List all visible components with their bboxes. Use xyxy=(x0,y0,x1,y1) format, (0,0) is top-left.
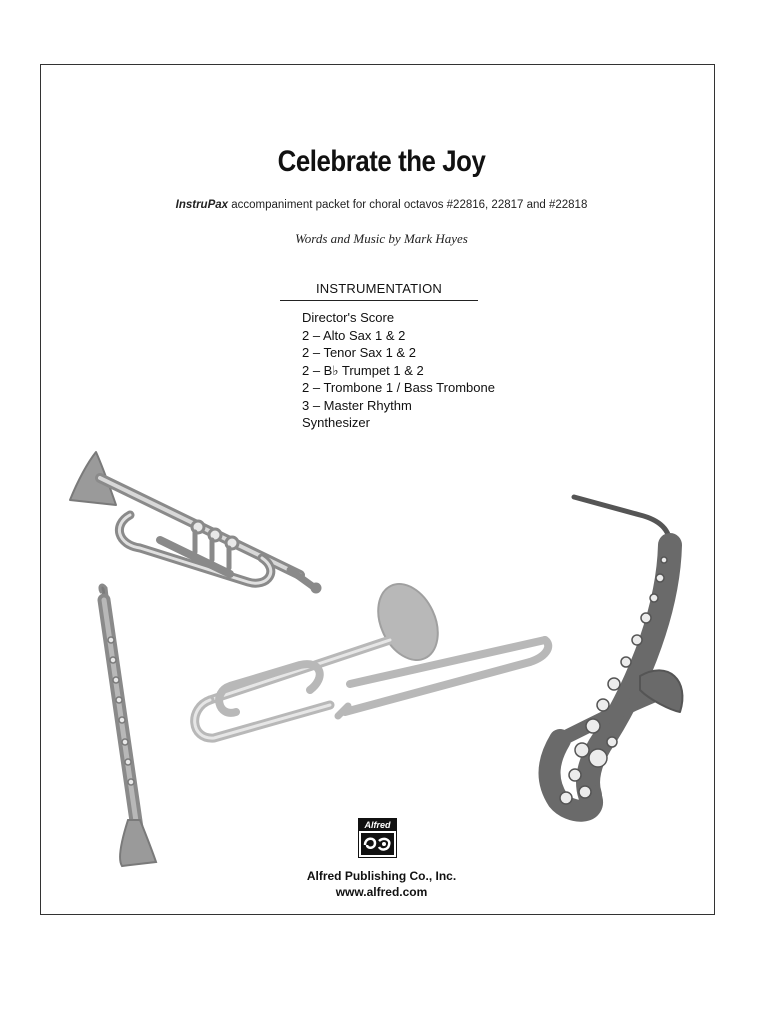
publisher-name: Alfred Publishing Co., Inc. xyxy=(306,869,457,883)
instrumentation-item: 2 – B♭ Trumpet 1 & 2 xyxy=(302,362,424,378)
publisher-logo xyxy=(358,818,397,858)
publisher-website: www.alfred.com xyxy=(335,885,428,899)
instrumentation-heading: INSTRUMENTATION xyxy=(280,281,478,301)
trumpet-icon xyxy=(70,452,321,593)
instrumentation-item: Synthesizer xyxy=(302,415,370,430)
saxophone-icon xyxy=(550,497,683,811)
logo-wordmark: Alfred xyxy=(359,819,396,831)
instrumentation-item: 2 – Trombone 1 / Bass Trombone xyxy=(302,380,495,395)
page-title: Celebrate the Joy xyxy=(277,145,486,178)
subtitle-brand: InstruPax xyxy=(175,199,229,211)
logo-mark-icon xyxy=(361,833,394,855)
trombone-icon xyxy=(195,574,549,738)
credit-line: Words and Music by Mark Hayes xyxy=(295,231,468,246)
instrumentation-item: 2 – Alto Sax 1 & 2 xyxy=(302,327,406,343)
instrumentation-item: Director's Score xyxy=(302,310,395,325)
instrumentation-item: 2 – Tenor Sax 1 & 2 xyxy=(302,345,416,360)
subtitle-text: accompaniment packet for choral octavos #22816, 22817 and #22818 xyxy=(228,199,588,211)
clarinet-icon xyxy=(100,585,156,866)
instrumentation-item: 3 – Master Rhythm xyxy=(302,397,412,413)
